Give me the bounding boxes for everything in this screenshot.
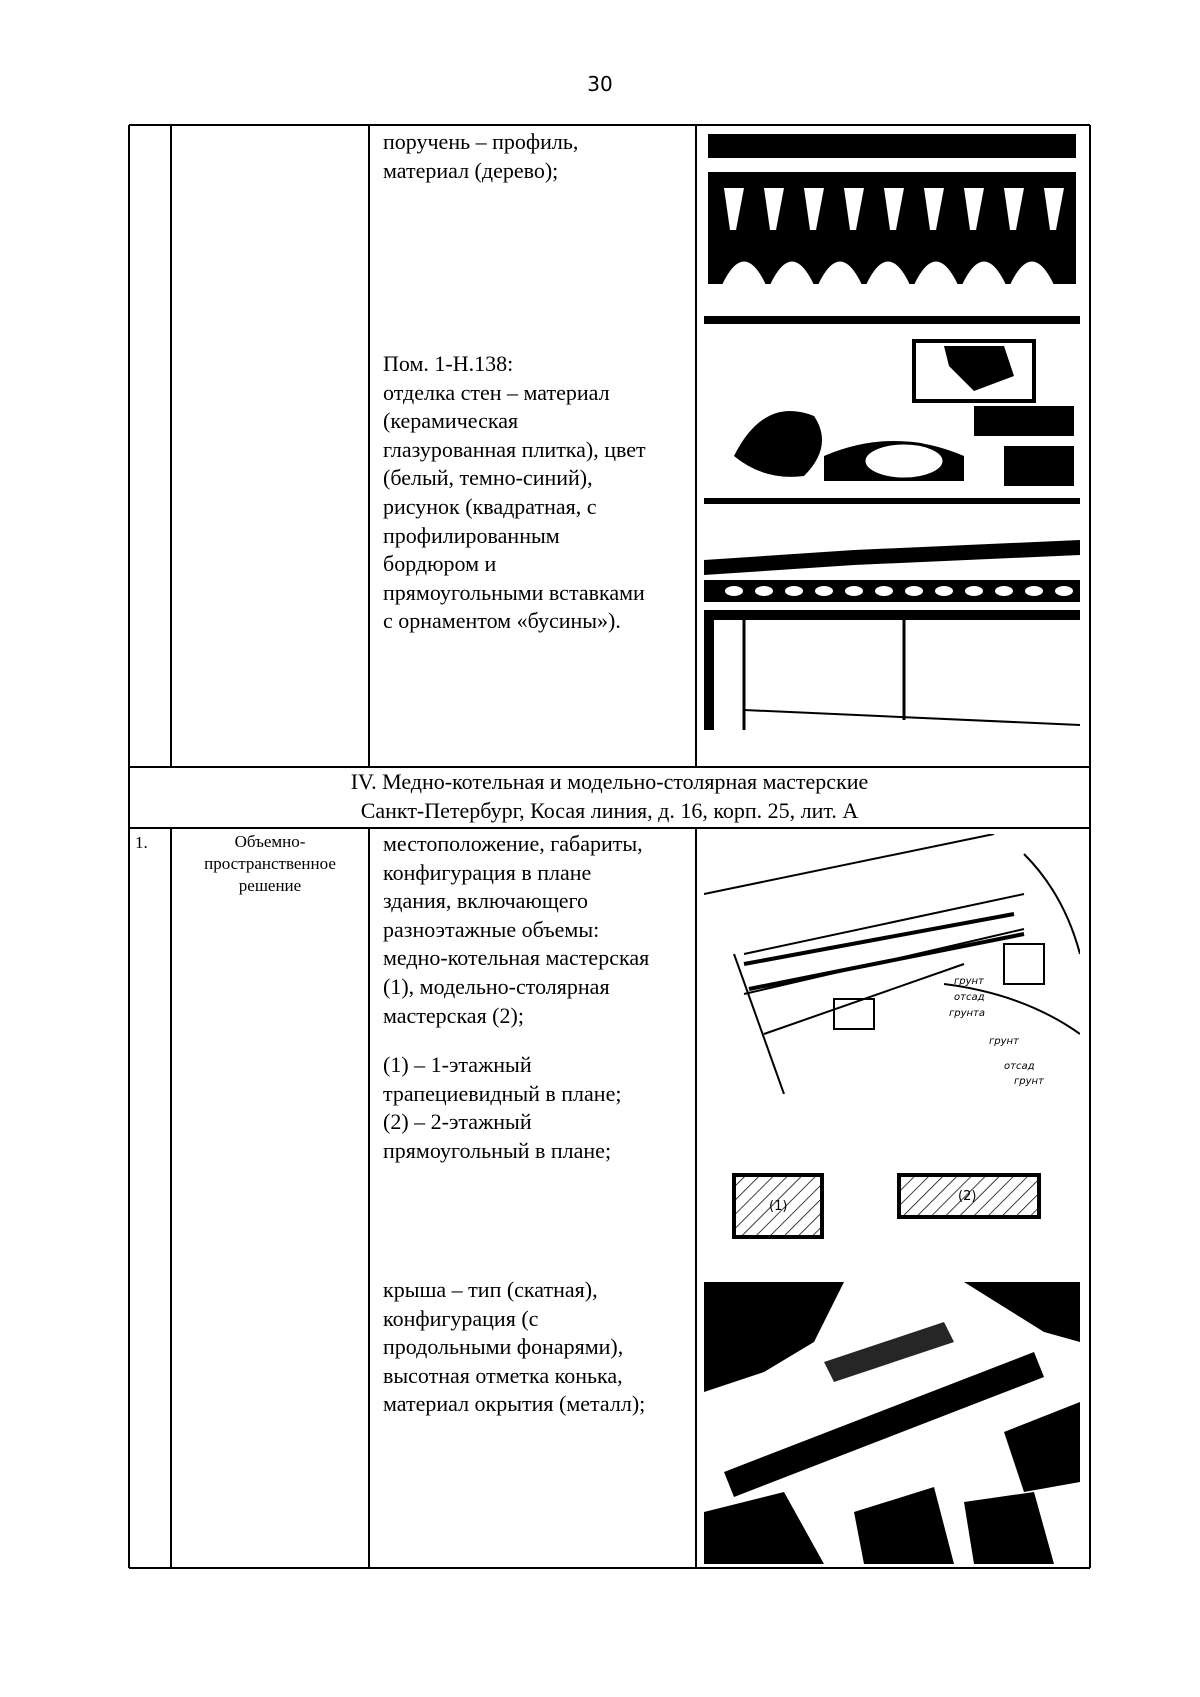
text-line: крыша – тип (скатная), [383,1277,598,1302]
section-title: IV. Медно-котельная и модельно-столярная мастерские [350,769,869,794]
text-line: материал (дерево); [383,157,559,183]
legend-label-1: (1) [769,1199,788,1214]
volume-legend [704,1160,1080,1250]
svg-text:грунт: грунт [989,1036,1019,1047]
text-line: (белый, темно-синий), [383,465,593,491]
text-line: бордюром и [383,551,497,577]
volumes-description [383,1051,621,1165]
tile-border-photo [704,520,1080,730]
text-line: (2) – 2-этажный [383,1109,532,1135]
text-line: прямоугольными вставками [383,579,645,605]
text-line: медно-котельная мастерская [383,945,650,971]
text-line: глазурованная плитка), цвет [383,436,646,462]
row-number: 1. [135,833,148,852]
site-map [704,834,1080,1094]
text-line: мастерская (2); [383,1002,524,1028]
railing-description [383,128,578,185]
svg-text:грунт: грунт [954,976,984,987]
svg-text:грунта: грунта [949,1008,986,1019]
text-line: рисунок (квадратная, с [383,493,597,519]
text-line: Пом. 1-Н.138: [383,351,514,376]
svg-text:отсад: отсад [954,992,985,1003]
section-header [129,768,1090,825]
text-line: здания, включающего [383,888,589,914]
text-line: поручень – профиль, [383,129,579,154]
text-line: продольными фонарями), [383,1334,624,1360]
text-line: материал окрытия (металл); [383,1391,646,1417]
text-line: трапециевидный в плане; [383,1080,622,1106]
text-line: конфигурация (с [383,1305,539,1331]
text-line: прямоугольный в плане; [383,1137,612,1163]
section-address: Санкт-Петербург, Косая линия, д. 16, корп. 25, лит. А [360,797,859,823]
roof-description [383,1276,645,1419]
text-line: с орнаментом «бусины»). [383,608,621,634]
text-line: (керамическая [383,408,519,434]
text-line: (1) – 1-этажный [383,1052,532,1077]
aerial-photo [704,1282,1080,1564]
room-finish-description [383,350,646,636]
svg-text:отсад: отсад [1004,1061,1035,1072]
page-number: 30 [587,72,613,96]
row-category: Объемно- пространственное решение [204,832,336,895]
svg-text:грунт: грунт [1014,1076,1044,1087]
railing-photo [704,130,1080,292]
location-description [383,830,649,1030]
text-line: высотная отметка конька, [383,1362,623,1388]
text-line: (1), модельно-столярная [383,973,610,999]
text-line: разноэтажные объемы: [383,916,600,942]
legend-label-2: (2) [958,1189,977,1204]
text-line: отделка стен – материал [383,379,610,405]
text-line: местоположение, габариты, [383,831,643,856]
wall-tile-photo [704,306,1080,506]
text-line: конфигурация в плане [383,859,592,885]
text-line: профилированным [383,522,560,548]
